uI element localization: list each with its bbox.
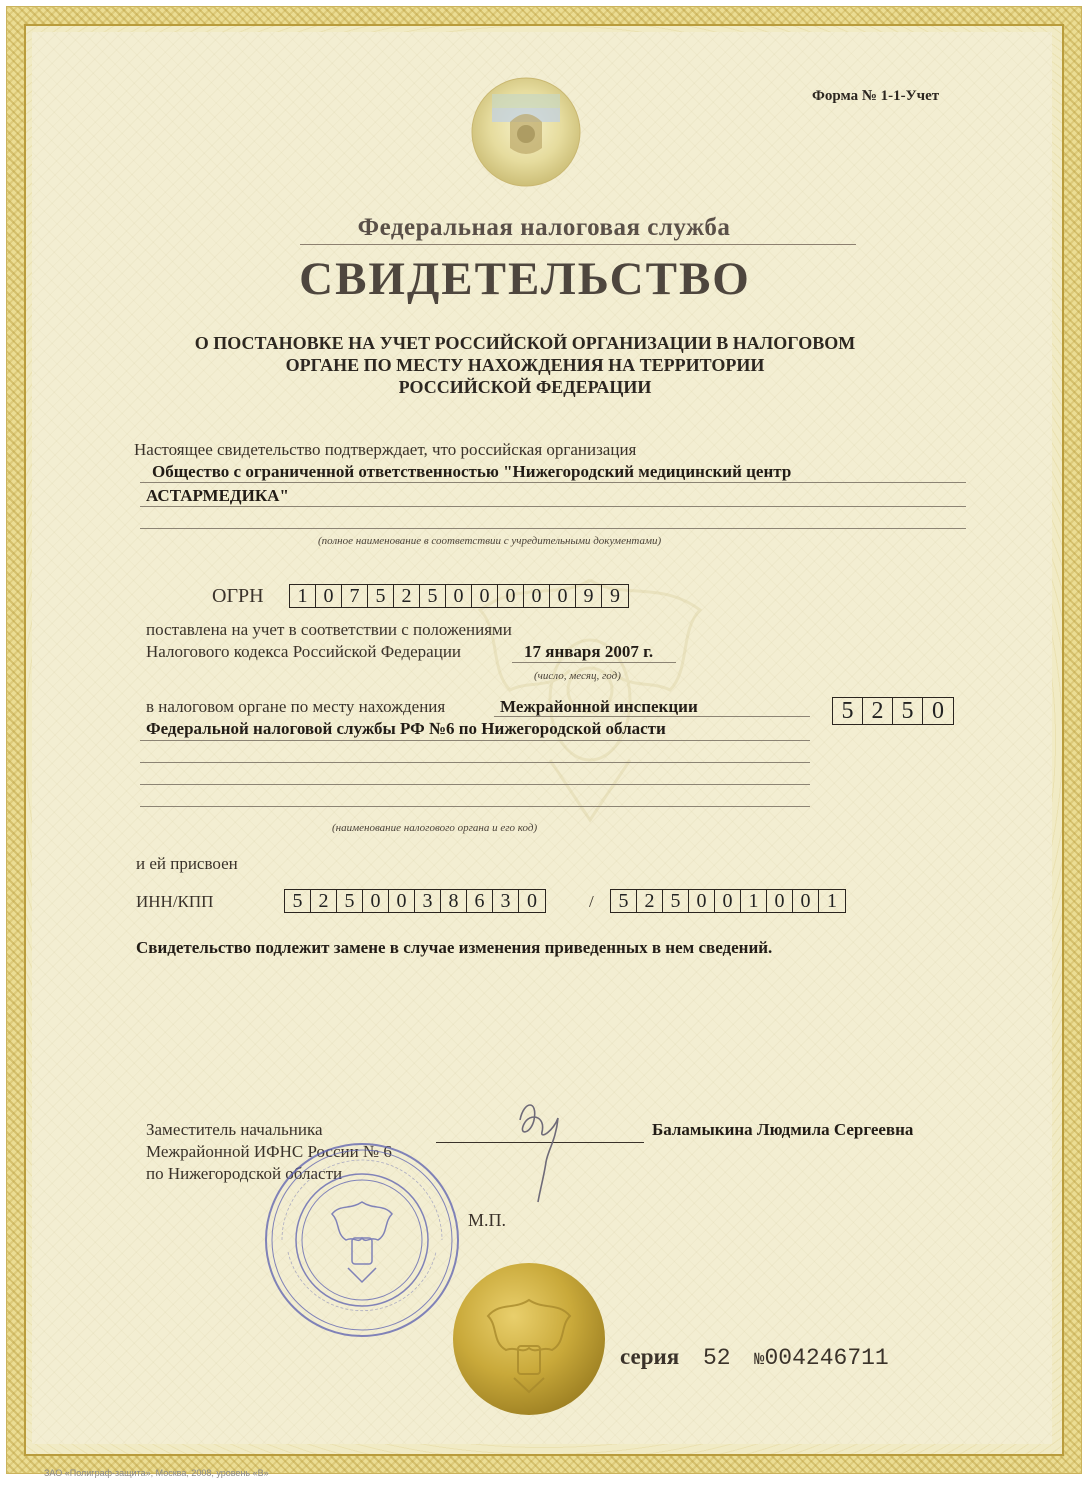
tax-office-code-digit: 5: [833, 698, 863, 724]
number-prefix: №: [754, 1351, 765, 1370]
fill-line: [140, 740, 810, 741]
assignment-intro: и ей присвоен: [136, 854, 238, 873]
subtitle-line: РОССИЙСКОЙ ФЕДЕРАЦИИ: [398, 377, 652, 397]
replacement-notice: Свидетельство подлежит замене в случае изменения приведенных в нем сведений.: [136, 938, 773, 957]
organization-name-line1: Общество с ограниченной ответственностью "Нижегородский медицинский центр: [152, 462, 792, 481]
series-label: серия: [620, 1344, 680, 1369]
signatory-position-line: Заместитель начальника: [146, 1120, 323, 1139]
tax-office-name-line1: Межрайонной инспекции: [500, 697, 698, 716]
printer-imprint: ЗАО «Полиграф-защита», Москва, 2008, уровень «В»: [44, 1468, 269, 1478]
organization-name-line2: АСТАРМЕДИКА": [146, 486, 289, 505]
registration-date: 17 января 2007 г.: [524, 642, 654, 661]
signatory-position-line: Межрайонной ИФНС России № 6: [146, 1142, 392, 1161]
organization-intro: Настоящее свидетельство подтверждает, что российская организация: [134, 440, 637, 459]
tax-office-code-cells: [832, 697, 954, 725]
ogrn-digit: 2: [394, 585, 420, 607]
inn-digit: 8: [441, 890, 467, 912]
inn-digit: 5: [337, 890, 363, 912]
ogrn-digit: 7: [342, 585, 368, 607]
inn-digit: 2: [311, 890, 337, 912]
hologram-emblem-icon: [470, 76, 582, 188]
gold-foil-seal-icon: [452, 1262, 606, 1416]
date-caption: (число, месяц, год): [534, 670, 621, 682]
seal-place: М.П.: [468, 1210, 507, 1230]
ogrn-digit: 5: [420, 585, 446, 607]
ogrn-digit: 1: [290, 585, 316, 607]
kpp-digit: 5: [611, 890, 637, 912]
agency-underline: [300, 244, 856, 245]
fill-line: [140, 506, 966, 507]
inn-digit: 3: [493, 890, 519, 912]
form-number: Форма № 1-1-Учет: [812, 88, 940, 104]
kpp-digit: 0: [793, 890, 819, 912]
kpp-digit: 2: [637, 890, 663, 912]
signatory-name: Баламыкина Людмила Сергеевна: [652, 1120, 914, 1139]
agency-name: Федеральная налоговая служба: [357, 214, 731, 241]
inn-cells: [284, 889, 546, 913]
tax-office-caption: (наименование налогового органа и его код): [332, 822, 538, 834]
ogrn-label: ОГРН: [212, 585, 264, 607]
ogrn-digit: 9: [576, 585, 602, 607]
tax-office-code-digit: 0: [932, 698, 944, 724]
ogrn-digit: 5: [368, 585, 394, 607]
official-stamp-icon: [262, 1140, 462, 1340]
signatory-position-line: по Нижегородской области: [146, 1164, 343, 1183]
certificate-title: СВИДЕТЕЛЬСТВО: [299, 253, 751, 305]
series-block: [620, 1344, 889, 1371]
ogrn-digit: 0: [524, 585, 550, 607]
kpp-digit: 5: [663, 890, 689, 912]
tax-office-name-line2: Федеральной налоговой службы РФ №6 по Нижегородской области: [146, 719, 666, 738]
tax-office-intro: в налоговом органе по месту нахождения: [146, 697, 446, 716]
tax-office-code-digit: 2: [863, 698, 893, 724]
fill-line: [140, 528, 966, 529]
ogrn-digit: 0: [498, 585, 524, 607]
inn-digit: 5: [285, 890, 311, 912]
ogrn-digit: 0: [446, 585, 472, 607]
fill-line: [494, 716, 810, 717]
inn-kpp-separator: /: [589, 892, 594, 911]
kpp-digit: 0: [715, 890, 741, 912]
date-underline: [512, 662, 676, 663]
inn-kpp-label: ИНН/КПП: [136, 892, 214, 911]
subtitle-line: О ПОСТАНОВКЕ НА УЧЕТ РОССИЙСКОЙ ОРГАНИЗАЦИИ В НАЛОГОВОМ: [194, 333, 856, 353]
kpp-digit: 1: [827, 890, 837, 912]
ogrn-digit: 0: [472, 585, 498, 607]
kpp-cells: [610, 889, 846, 913]
kpp-digit: 1: [741, 890, 767, 912]
fill-line: [140, 806, 810, 807]
certificate-subtitle: [140, 332, 910, 398]
handwritten-signature-icon: [498, 1090, 578, 1210]
fill-line: [140, 482, 966, 483]
inn-digit: 0: [527, 890, 537, 912]
registration-line1: поставлена на учет в соответствии с положениями: [146, 620, 512, 639]
inn-digit: 0: [389, 890, 415, 912]
kpp-digit: 0: [767, 890, 793, 912]
ogrn-digit: 0: [316, 585, 342, 607]
ogrn-digit: 9: [610, 585, 620, 607]
ogrn-digit: 0: [550, 585, 576, 607]
registration-line2: Налогового кодекса Российской Федерации: [146, 642, 462, 661]
tax-office-code-digit: 5: [893, 698, 923, 724]
fill-line: [140, 762, 810, 763]
inn-digit: 3: [415, 890, 441, 912]
kpp-digit: 0: [689, 890, 715, 912]
series-value: 52: [702, 1345, 731, 1371]
subtitle-line: ОРГАНЕ ПО МЕСТУ НАХОЖДЕНИЯ НА ТЕРРИТОРИИ: [285, 355, 765, 375]
inn-digit: 6: [467, 890, 493, 912]
inn-digit: 0: [363, 890, 389, 912]
certificate-number: 004246711: [764, 1345, 889, 1371]
fill-line: [140, 784, 810, 785]
ogrn-cells: [289, 584, 629, 608]
organization-caption: (полное наименование в соответствии с учредительными документами): [318, 535, 662, 547]
